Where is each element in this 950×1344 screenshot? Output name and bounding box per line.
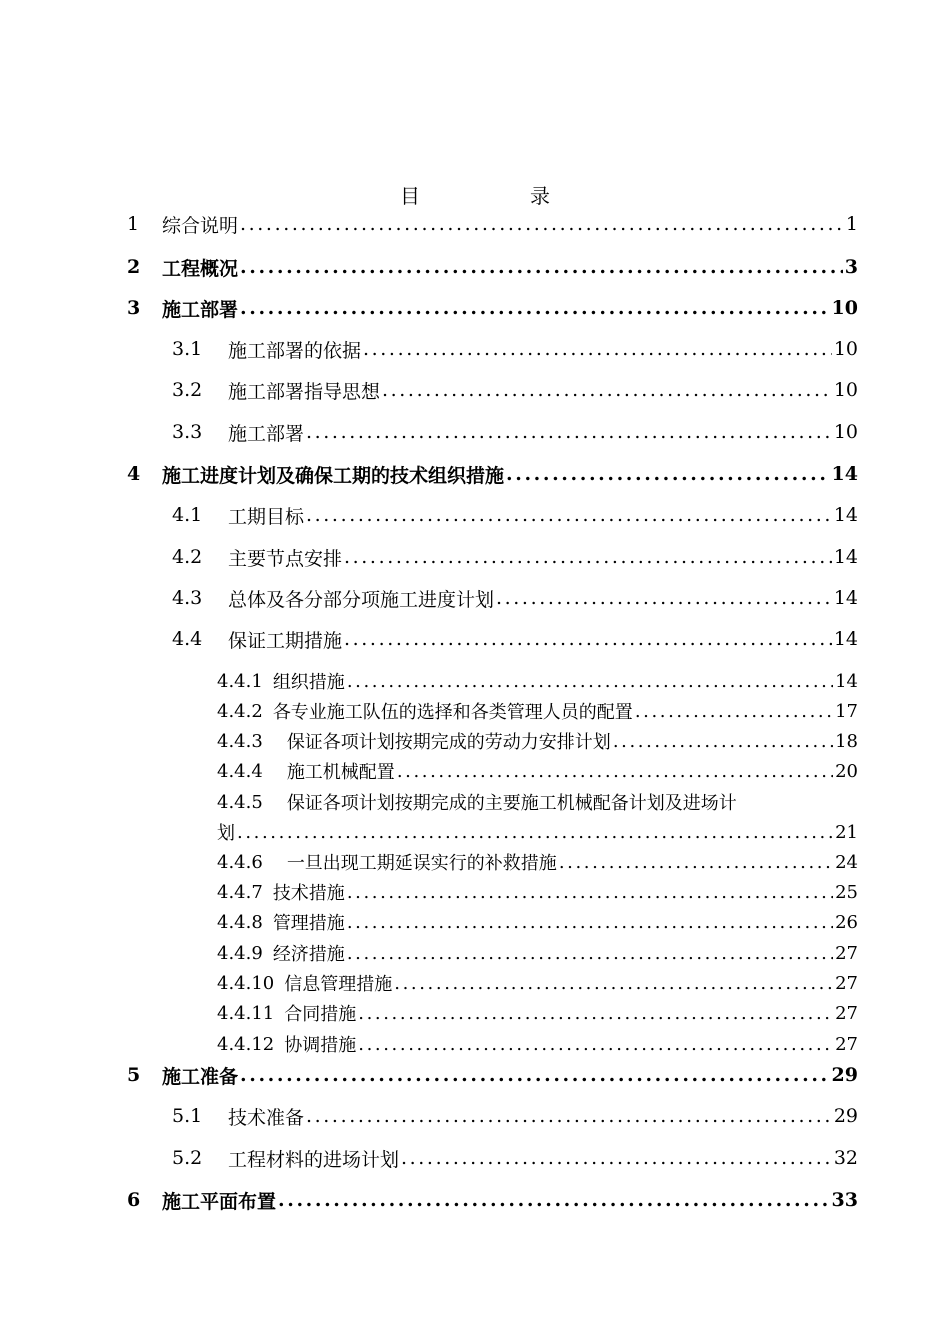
toc-entry-page: 10	[831, 297, 858, 319]
toc-entry-number: 4.4.5	[217, 791, 263, 813]
toc-entry-page: 26	[835, 911, 858, 933]
toc-entry-page: 21	[835, 821, 858, 843]
toc-entry-number: 4.4	[172, 628, 203, 650]
toc-leader-dots	[278, 1189, 830, 1211]
toc-entry-title: 各专业施工队伍的选择和各类管理人员的配置	[272, 702, 633, 723]
toc-leader-dots	[344, 546, 832, 568]
toc-entry-page: 14	[833, 504, 858, 526]
toc-entry-number: 2	[127, 256, 141, 278]
toc-leader-dots	[240, 256, 843, 278]
toc-entry-page: 3	[844, 256, 858, 278]
toc-leader-dots	[401, 1147, 832, 1169]
toc-leader-dots	[237, 822, 833, 843]
toc-entry-title: 施工部署	[162, 298, 239, 321]
toc-leader-dots	[347, 912, 833, 933]
toc-leader-dots	[394, 973, 833, 994]
toc-leader-dots	[347, 671, 833, 692]
toc-entry-page: 24	[835, 851, 858, 873]
toc-entry[interactable]	[217, 756, 858, 786]
toc-entry-page: 10	[833, 338, 858, 360]
toc-entry[interactable]	[172, 375, 858, 405]
toc-leader-dots	[496, 587, 832, 609]
toc-entry-title: 施工部署	[228, 422, 305, 445]
toc-leader-dots	[240, 1064, 830, 1086]
toc-entry-number: 4	[127, 463, 141, 485]
toc-entry[interactable]	[172, 542, 858, 572]
toc-entry-number: 4.4.9	[217, 942, 263, 964]
toc-title	[0, 180, 950, 209]
toc-entry-title: 协调措施	[284, 1035, 357, 1056]
toc-leader-dots	[306, 421, 832, 443]
toc-entry-title: 信息管理措施	[284, 974, 393, 995]
toc-entry-title: 经济措施	[272, 944, 345, 965]
toc-entry-title: 施工部署指导思想	[228, 380, 381, 403]
toc-entry-title: 保证各项计划按期完成的主要施工机械配备计划及进场计	[286, 793, 737, 814]
toc-entry-page: 33	[831, 1189, 858, 1211]
toc-leader-dots	[358, 1034, 833, 1055]
toc-leader-dots	[306, 1105, 832, 1127]
toc-entry[interactable]	[172, 500, 858, 530]
toc-entry-number: 4.4.4	[217, 760, 263, 782]
toc-entry-title: 施工进度计划及确保工期的技术组织措施	[162, 464, 505, 487]
toc-entry[interactable]	[217, 907, 858, 937]
toc-leader-dots	[344, 628, 832, 650]
toc-entry[interactable]	[217, 787, 858, 817]
toc-entry-page: 25	[835, 881, 858, 903]
toc-entry-page: 10	[833, 379, 858, 401]
toc-entry-title: 施工机械配置	[286, 762, 395, 783]
toc-entry-title: 施工平面布置	[162, 1190, 277, 1213]
toc-entry-page: 14	[833, 587, 858, 609]
toc-leader-dots	[613, 731, 833, 752]
toc-entry-page: 29	[833, 1105, 858, 1127]
toc-entry-number: 3.1	[172, 338, 203, 360]
toc-entry[interactable]	[217, 998, 858, 1028]
toc-entry[interactable]	[217, 1029, 858, 1059]
toc-entry-title: 划	[217, 823, 235, 844]
toc-entry-page: 14	[833, 628, 858, 650]
toc-entry[interactable]	[217, 968, 858, 998]
toc-entry-title: 综合说明	[162, 214, 239, 237]
toc-entry-page: 27	[835, 1002, 858, 1024]
toc-entry[interactable]	[217, 938, 858, 968]
toc-entry[interactable]	[172, 1143, 858, 1173]
toc-entry[interactable]	[172, 334, 858, 364]
toc-entry-page: 27	[835, 1033, 858, 1055]
toc-entry-number: 6	[127, 1189, 141, 1211]
toc-entry-title: 保证各项计划按期完成的劳动力安排计划	[286, 732, 611, 753]
toc-leader-dots	[382, 379, 832, 401]
toc-entry-number: 4.4.3	[217, 730, 263, 752]
toc-entry-page: 20	[835, 760, 858, 782]
toc-leader-dots	[559, 852, 833, 873]
toc-entry[interactable]	[127, 459, 858, 489]
toc-entry-title: 主要节点安排	[228, 547, 343, 570]
toc-entry-number: 4.4.1	[217, 670, 263, 692]
toc-entry[interactable]	[217, 877, 858, 907]
toc-entry-number: 1	[127, 213, 140, 235]
toc-leader-dots	[347, 943, 833, 964]
toc-entry-number: 4.4.12	[217, 1033, 275, 1055]
toc-entry[interactable]	[127, 209, 858, 239]
toc-leader-dots	[240, 213, 844, 235]
toc-entry-page: 14	[833, 546, 858, 568]
toc-entry-title: 施工准备	[162, 1065, 239, 1088]
toc-entry[interactable]	[172, 583, 858, 613]
toc-entry[interactable]	[172, 417, 858, 447]
toc-entry-page: 27	[835, 972, 858, 994]
toc-entry-page: 1	[845, 213, 858, 235]
toc-entry[interactable]	[172, 1101, 858, 1131]
toc-entry-number: 4.1	[172, 504, 203, 526]
toc-entry-title: 施工部署的依据	[228, 339, 362, 362]
toc-leader-dots	[347, 882, 833, 903]
toc-entry-title: 工程材料的进场计划	[228, 1148, 400, 1171]
toc-leader-dots	[358, 1003, 833, 1024]
toc-entry-number: 4.4.6	[217, 851, 263, 873]
toc-entry-page: 27	[835, 942, 858, 964]
toc-entry-number: 4.4.11	[217, 1002, 275, 1024]
toc-entry-title: 工程概况	[162, 257, 239, 280]
toc-entry-page: 14	[831, 463, 858, 485]
toc-entry-number: 3.3	[172, 421, 203, 443]
toc-entry-page: 10	[833, 421, 858, 443]
toc-entry[interactable]	[217, 726, 858, 756]
toc-entry[interactable]	[172, 624, 858, 654]
toc-entry[interactable]	[127, 252, 858, 282]
toc-entry[interactable]	[127, 1185, 858, 1215]
toc-entry-page: 32	[833, 1147, 858, 1169]
toc-entry-number: 5.2	[172, 1147, 203, 1169]
toc-entry-title: 保证工期措施	[228, 629, 343, 652]
toc-entry-title: 工期目标	[228, 505, 305, 528]
toc-entry-title: 技术措施	[272, 883, 345, 904]
toc-entry-number: 4.4.8	[217, 911, 263, 933]
toc-title-char-1: 目	[400, 184, 420, 208]
toc-leader-dots	[240, 297, 830, 319]
toc-entry[interactable]	[217, 666, 858, 696]
toc-leader-dots	[397, 761, 833, 782]
toc-entry[interactable]	[217, 847, 858, 877]
toc-entry-title: 技术准备	[228, 1106, 305, 1129]
toc-entry-title: 一旦出现工期延误实行的补救措施	[286, 853, 557, 874]
toc-leader-dots	[306, 504, 832, 526]
toc-leader-dots	[506, 463, 830, 485]
toc-entry[interactable]	[127, 293, 858, 323]
toc-entry-page: 17	[835, 700, 858, 722]
toc-entry-number: 4.4.7	[217, 881, 263, 903]
toc-leader-dots	[363, 338, 832, 360]
toc-entry-number: 5.1	[172, 1105, 203, 1127]
toc-entry-number: 3.2	[172, 379, 203, 401]
toc-entry-number: 4.4.10	[217, 972, 275, 994]
toc-entry[interactable]	[217, 696, 858, 726]
toc-entry[interactable]	[127, 1060, 858, 1090]
toc-entry[interactable]	[217, 817, 858, 847]
toc-entry-number: 5	[127, 1064, 141, 1086]
toc-leader-dots	[635, 701, 833, 722]
toc-entry-page: 14	[835, 670, 858, 692]
toc-entry-title: 总体及各分部分项施工进度计划	[228, 588, 495, 611]
toc-entry-page: 18	[835, 730, 858, 752]
toc-title-char-2: 录	[530, 184, 550, 208]
toc-entry-number: 3	[127, 297, 141, 319]
toc-entry-number: 4.4.2	[217, 700, 263, 722]
toc-entry-number: 4.3	[172, 587, 203, 609]
toc-entry-title: 管理措施	[272, 913, 345, 934]
toc-entry-page: 29	[831, 1064, 858, 1086]
toc-entry-title: 合同措施	[284, 1004, 357, 1025]
toc-entry-title: 组织措施	[272, 672, 345, 693]
toc-entry-number: 4.2	[172, 546, 203, 568]
